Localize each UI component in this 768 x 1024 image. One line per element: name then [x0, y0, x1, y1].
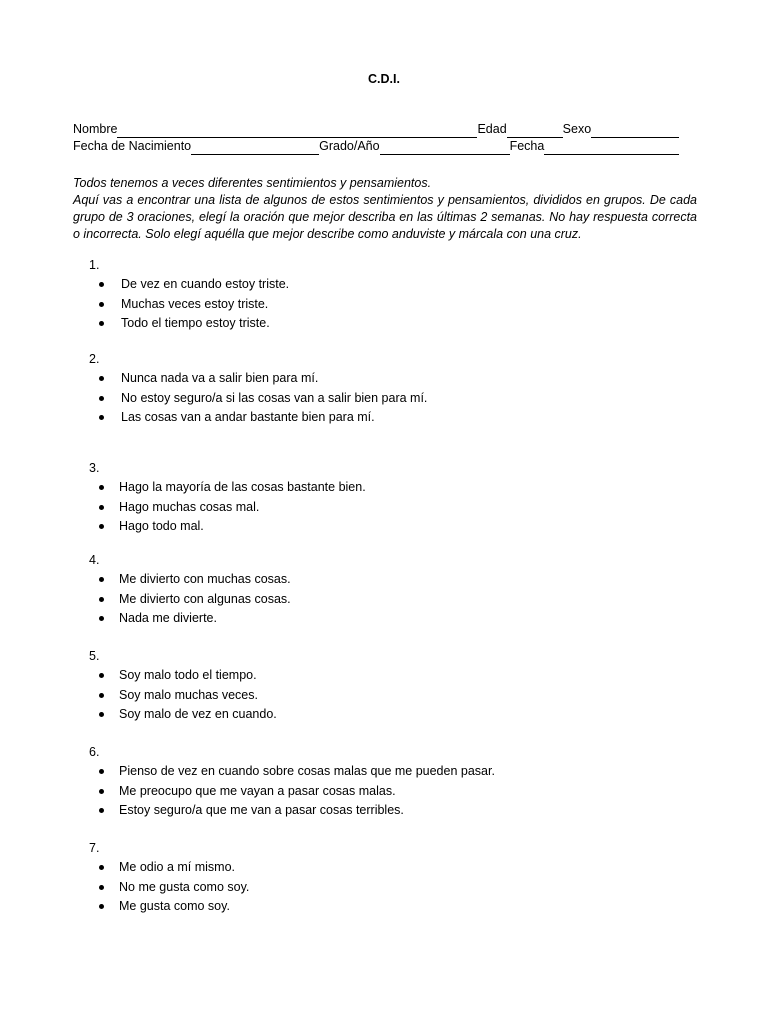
bullet-icon — [99, 524, 104, 529]
sexo-blank — [591, 124, 679, 138]
option-text: Me gusta como soy. — [119, 899, 230, 913]
instructions — [73, 175, 697, 243]
question-number: 7. — [89, 841, 100, 855]
option-text: No estoy seguro/a si las cosas van a salir bien para mí. — [121, 390, 428, 405]
grado-blank — [380, 141, 510, 155]
bullet-icon — [99, 485, 104, 490]
bullet-icon — [99, 904, 104, 909]
bullet-icon — [99, 415, 104, 420]
bullet-icon — [99, 712, 104, 717]
bullet-icon — [99, 885, 104, 890]
bullet-icon — [99, 693, 104, 698]
option-text: Me odio a mí mismo. — [119, 860, 236, 874]
bullet-icon — [99, 396, 104, 401]
sexo-label: Sexo — [562, 122, 592, 136]
option-text: Nunca nada va a salir bien para mí. — [121, 371, 319, 385]
question-number: 6. — [89, 745, 100, 759]
option-text: Me divierto con algunas cosas. — [119, 591, 291, 606]
bullet-icon — [99, 789, 104, 794]
field-row-2 — [73, 138, 679, 155]
fecha-nacimiento-blank — [191, 141, 319, 155]
option-text: Soy malo todo el tiempo. — [119, 668, 257, 682]
bullet-icon — [99, 505, 104, 510]
option-text: Me preocupo que me vayan a pasar cosas malas. — [119, 783, 396, 798]
bullet-icon — [99, 673, 104, 678]
nombre-label: Nombre — [73, 122, 118, 136]
document-title: C.D.I. — [368, 72, 400, 86]
bullet-icon — [99, 282, 104, 287]
grado-label: Grado/Año — [319, 139, 380, 153]
option-text: Las cosas van a andar bastante bien para mí. — [121, 410, 375, 424]
fecha-label: Fecha — [509, 139, 545, 153]
question-number: 1. — [89, 258, 100, 272]
bullet-icon — [99, 597, 104, 602]
fecha-nacimiento-label: Fecha de Nacimiento — [73, 139, 192, 153]
question-number: 5. — [89, 649, 100, 663]
question-number: 4. — [89, 553, 100, 567]
bullet-icon — [99, 577, 104, 582]
option-text: Pienso de vez en cuando sobre cosas malas que me pueden pasar. — [119, 764, 495, 778]
edad-label: Edad — [477, 122, 507, 136]
edad-blank — [507, 124, 563, 138]
bullet-icon — [99, 808, 104, 813]
option-text: Hago todo mal. — [119, 519, 204, 533]
option-text: No me gusta como soy. — [119, 879, 250, 894]
instructions-line-1: Todos tenemos a veces diferentes sentimientos y pensamientos. — [73, 176, 432, 190]
question-number: 3. — [89, 461, 100, 475]
bullet-icon — [99, 302, 104, 307]
bullet-icon — [99, 321, 104, 326]
bullet-icon — [99, 376, 104, 381]
option-text: Todo el tiempo estoy triste. — [121, 316, 270, 330]
bullet-icon — [99, 616, 104, 621]
question-number: 2. — [89, 352, 100, 366]
option-text: Estoy seguro/a que me van a pasar cosas terribles. — [119, 803, 404, 817]
option-text: Hago muchas cosas mal. — [119, 499, 260, 514]
option-text: Soy malo de vez en cuando. — [119, 707, 277, 721]
option-text: De vez en cuando estoy triste. — [121, 277, 290, 291]
bullet-icon — [99, 769, 104, 774]
nombre-blank — [117, 124, 477, 138]
option-text: Muchas veces estoy triste. — [121, 296, 269, 311]
instructions-line-2: Aquí vas a encontrar una lista de algunos de estos sentimientos y pensamientos, divididos en grupos. De cada grupo de 3 oraciones, elegí la oración que mejor describa en las últimas 2 semanas. No hay respuesta correcta o incorrecta. Solo elegí aquélla que mejor describe como anduviste y márcala con una cruz. — [73, 193, 697, 241]
personal-data-fields — [73, 121, 679, 155]
fecha-blank — [544, 141, 679, 155]
option-text: Nada me divierte. — [119, 611, 217, 625]
option-text: Soy malo muchas veces. — [119, 687, 258, 702]
option-text: Hago la mayoría de las cosas bastante bien. — [119, 480, 366, 494]
field-row-1 — [73, 121, 679, 138]
bullet-icon — [99, 865, 104, 870]
option-text: Me divierto con muchas cosas. — [119, 572, 291, 586]
